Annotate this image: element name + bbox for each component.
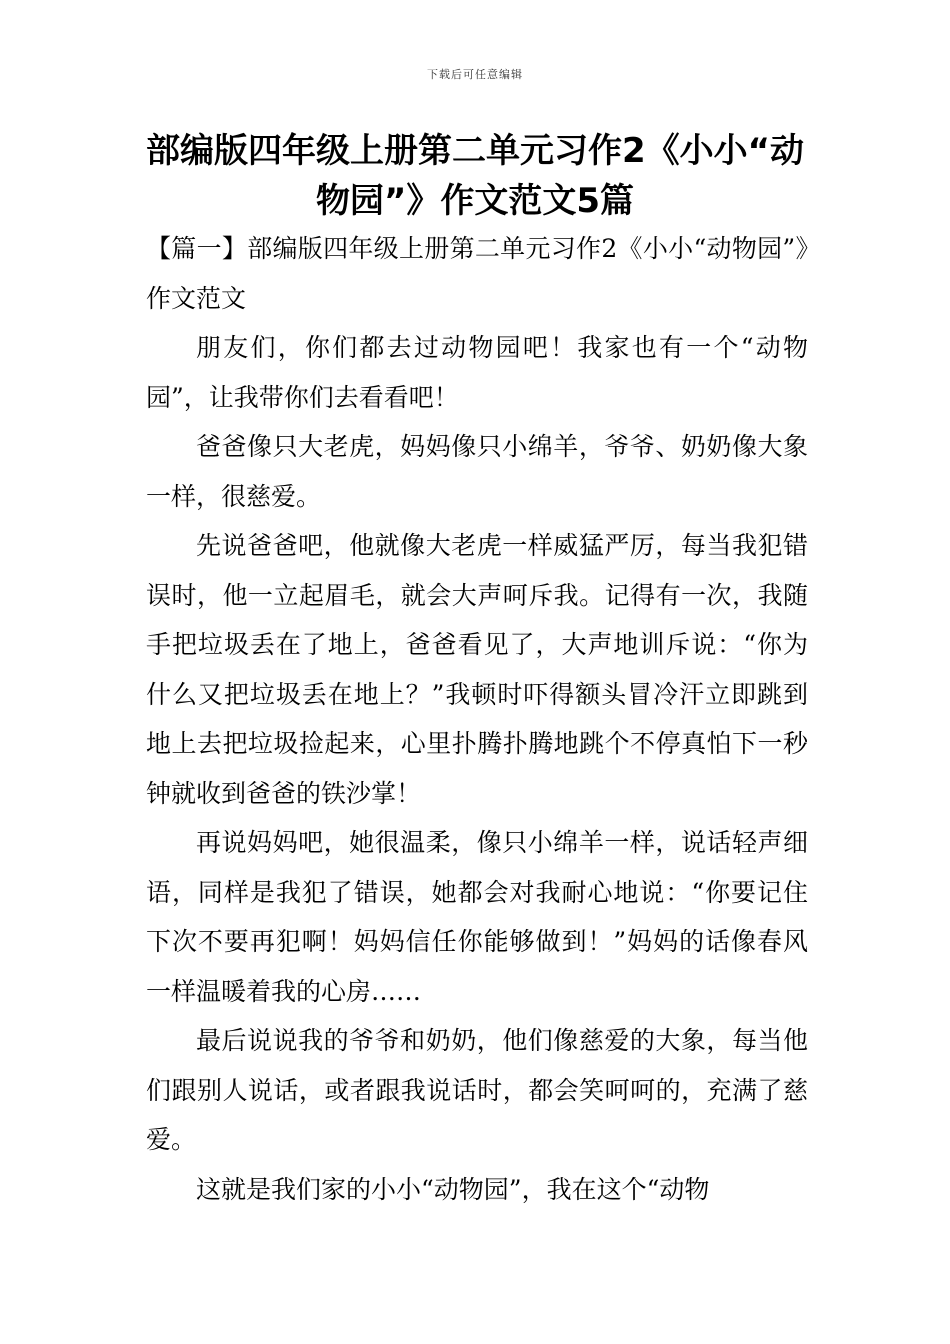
header-note: 下载后可任意编辑 xyxy=(427,68,523,81)
paragraph: 先说爸爸吧，他就像大老虎一样威猛严厉，每当我犯错误时，他一立起眉毛，就会大声呵斥我。记得有一次，我随手把垃圾丢在了地上，爸爸看见了，大声地训斥说：“你为什么又把垃圾丢在地上？”我顿时吓得额头冒冷汗立即跳到地上去把垃圾捡起来，心里扑腾扑腾地跳个不停真怕下一秒钟就收到爸爸的铁沙掌！ xyxy=(146,531,808,808)
paragraph: 爸爸像只大老虎，妈妈像只小绵羊，爷爷、奶奶像大象一样，很慈爱。 xyxy=(146,432,808,511)
paragraph: 最后说说我的爷爷和奶奶，他们像慈爱的大象，每当他们跟别人说话，或者跟我说话时，都会笑呵呵的，充满了慈爱。 xyxy=(146,1026,808,1154)
section-heading: 【篇一】部编版四年级上册第二单元习作2《小小“动物园”》作文范文 xyxy=(146,234,808,313)
paragraph: 再说妈妈吧，她很温柔，像只小绵羊一样，说话轻声细语，同样是我犯了错误，她都会对我耐心地说：“你要记住下次不要再犯啊！妈妈信任你能够做到！”妈妈的话像春风一样温暖着我的心房…… xyxy=(146,828,808,1006)
paragraph: 朋友们，你们都去过动物园吧！我家也有一个“动物园”，让我带你们去看看吧！ xyxy=(146,333,808,412)
paragraph: 这就是我们家的小小“动物园”，我在这个“动物 xyxy=(196,1174,710,1204)
document-title: 部编版四年级上册第二单元习作2《小小“动物园”》作文范文5篇 xyxy=(145,131,804,221)
document-body xyxy=(146,224,808,1214)
